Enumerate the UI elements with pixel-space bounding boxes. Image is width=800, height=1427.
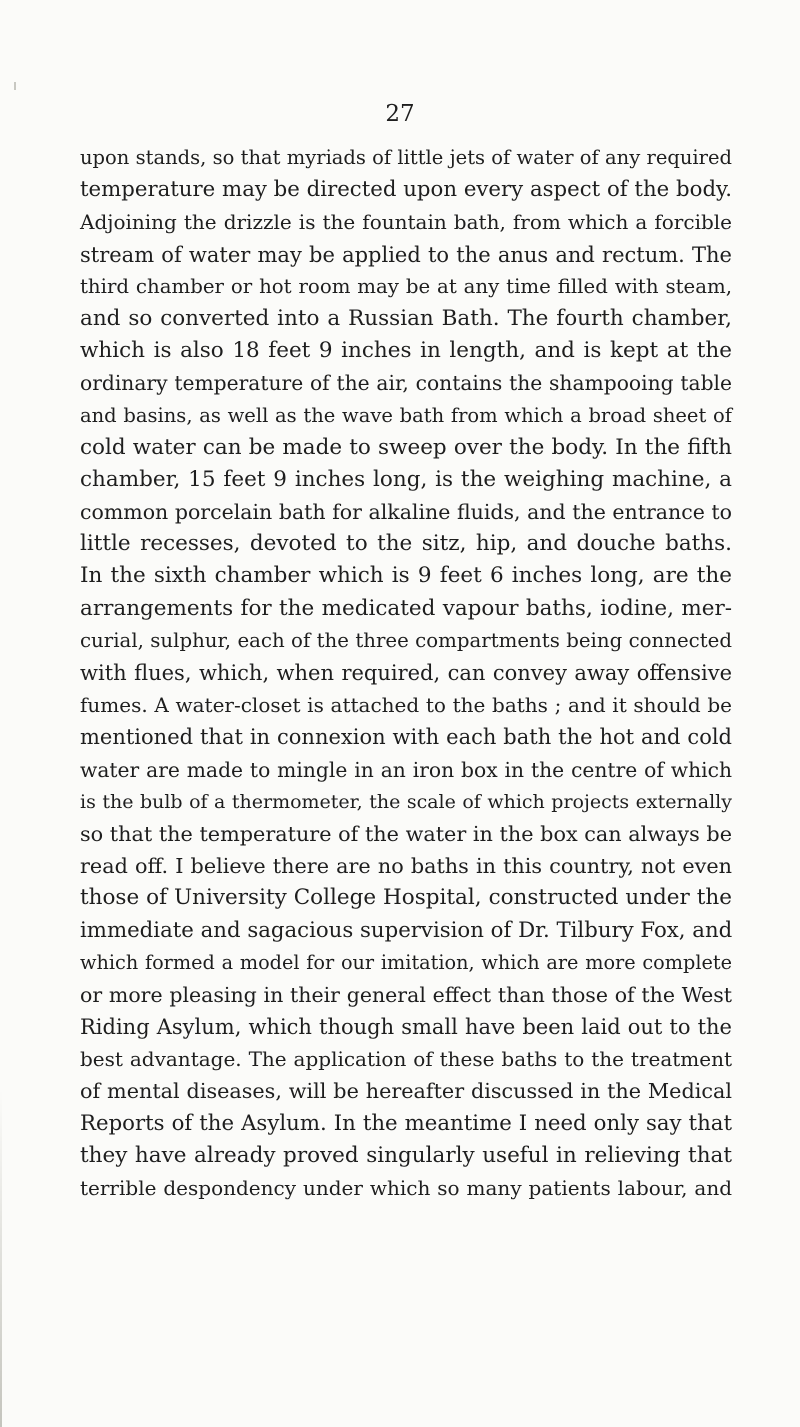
text-line: read off. I believe there are no baths in this country, not even xyxy=(80,854,732,879)
text-line: fumes. A water-closet is attached to the baths ; and it should be xyxy=(80,693,732,718)
text-line: terrible despondency under which so many patients labour, and xyxy=(80,1176,732,1200)
text-line: and basins, as well as the wave bath from which a broad sheet of xyxy=(80,403,732,427)
text-line: common porcelain bath for alkaline fluids, and the entrance to xyxy=(80,500,732,525)
text-line: they have already proved singularly useful in relieving that xyxy=(80,1142,732,1168)
text-line: Adjoining the drizzle is the fountain bath, from which a forcible xyxy=(80,210,732,235)
text-line: arrangements for the medicated vapour baths, iodine, mer- xyxy=(80,595,732,621)
text-line: those of University College Hospital, constructed under the xyxy=(80,885,732,911)
page-number: 27 xyxy=(385,101,415,127)
page-edge-shadow xyxy=(0,1090,2,1427)
text-line: of mental diseases, will be hereafter discussed in the Medical xyxy=(80,1079,732,1104)
text-line: water are made to mingle in an iron box in the centre of which xyxy=(80,757,732,782)
text-line: so that the temperature of the water in the box can always be xyxy=(80,821,732,846)
text-line: best advantage. The application of these baths to the treatment xyxy=(80,1047,732,1072)
text-line: immediate and sagacious supervision of Dr. Tilbury Fox, and xyxy=(80,917,733,943)
text-line: ordinary temperature of the air, contains the shampooing table xyxy=(80,371,732,396)
text-line: third chamber or hot room may be at any time filled with steam, xyxy=(80,274,732,298)
text-line: Riding Asylum, which though small have been laid out to the xyxy=(80,1015,732,1040)
text-line: curial, sulphur, each of the three compartments being connected xyxy=(80,628,732,652)
text-line: is the bulb of a thermometer, the scale of which projects externally xyxy=(80,790,732,813)
text-line: In the sixth chamber which is 9 feet 6 inches long, are the xyxy=(80,563,732,589)
text-line: which is also 18 feet 9 inches in length, and is kept at the xyxy=(80,338,732,364)
text-line: and so converted into a Russian Bath. The fourth chamber, xyxy=(80,305,732,331)
text-line: upon stands, so that myriads of little jets of water of any required xyxy=(80,146,732,169)
text-line: stream of water may be applied to the anus and rectum. The xyxy=(80,242,732,267)
scan-mark xyxy=(14,82,16,90)
text-line: cold water can be made to sweep over the body. In the fifth xyxy=(80,434,732,460)
text-line: or more pleasing in their general effect than those of the West xyxy=(80,982,732,1007)
text-line: mentioned that in connexion with each bath the hot and cold xyxy=(80,725,732,750)
text-line: little recesses, devoted to the sitz, hip, and douche baths. xyxy=(80,531,732,557)
text-line: which formed a model for our imitation, which are more complete xyxy=(80,950,732,974)
text-line: with flues, which, when required, can convey away offensive xyxy=(80,661,732,685)
text-line: temperature may be directed upon every aspect of the body. xyxy=(80,177,732,203)
body-text xyxy=(80,142,732,1204)
text-line: Reports of the Asylum. In the meantime I need only say that xyxy=(80,1110,732,1136)
text-line: chamber, 15 feet 9 inches long, is the weighing machine, a xyxy=(80,466,732,492)
